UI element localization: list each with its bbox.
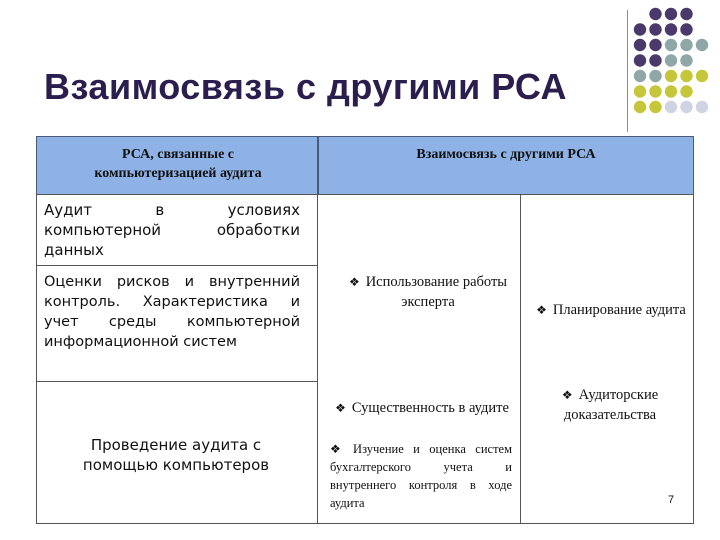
decorative-dot-grid [0, 0, 720, 130]
decorative-dot [680, 39, 692, 51]
right-bullet-1-text: Планирование аудита [552, 302, 686, 318]
middle-bullet-3 [330, 440, 512, 512]
bullet-diamond-icon: ❖ [335, 401, 346, 415]
decorative-dot [696, 70, 708, 82]
decorative-dot [680, 85, 692, 97]
decorative-dot [649, 39, 661, 51]
decorative-dot [634, 85, 646, 97]
decorative-dot [665, 85, 677, 97]
right-bullet-2-text: Аудиторские доказательства [563, 387, 659, 423]
decorative-dot [665, 54, 677, 66]
bullet-diamond-icon: ❖ [536, 303, 547, 317]
middle-bullet-1 [348, 272, 508, 312]
decorative-dot [649, 23, 661, 35]
decorative-dot [634, 70, 646, 82]
bullet-diamond-icon: ❖ [330, 442, 348, 456]
middle-bullet-3-text: Изучение и оценка систем бухгалтерского учета и внутреннего контроля в ходе аудита [330, 442, 512, 510]
decorative-dot [680, 8, 692, 20]
decorative-dot [680, 54, 692, 66]
decorative-dot [634, 39, 646, 51]
decorative-dot [680, 70, 692, 82]
decorative-dot [665, 8, 677, 20]
middle-bullet-2 [332, 398, 512, 418]
left-row-2-text: Оценки рисков и внутренний контроль. Характеристика и учет среды компьютерной информационной систем [44, 274, 300, 350]
middle-bullet-2-text: Существенность в аудите [351, 400, 509, 416]
decorative-dot [665, 70, 677, 82]
table-cell-right [520, 194, 694, 524]
decorative-dot [680, 23, 692, 35]
decorative-dot [665, 101, 677, 113]
decorative-dot [665, 23, 677, 35]
bullet-diamond-icon: ❖ [348, 275, 360, 289]
middle-bullet-1-text: Использование работы эксперта [365, 274, 508, 310]
decorative-dot [634, 101, 646, 113]
header-left-text: РСА, связанные с компьютеризацией аудита [94, 147, 262, 181]
right-bullet-1 [536, 300, 686, 320]
decorative-dot [696, 39, 708, 51]
decorative-dot [649, 8, 661, 20]
decorative-dot [696, 101, 708, 113]
decorative-dot [680, 101, 692, 113]
page-number: 7 [668, 494, 675, 506]
decorative-dot [649, 70, 661, 82]
decorative-dot [649, 85, 661, 97]
decorative-dot [649, 54, 661, 66]
decorative-dot [634, 54, 646, 66]
left-row-1-text: Аудит в условиях компьютерной обработки данных [44, 201, 300, 259]
decorative-dot [634, 23, 646, 35]
decorative-dot [649, 101, 661, 113]
bullet-diamond-icon: ❖ [561, 388, 573, 402]
decorative-dot [665, 39, 677, 51]
header-right-text: Взаимосвязь с другими РСА [416, 147, 596, 162]
right-bullet-2 [530, 385, 690, 425]
slide-title: Взаимосвязь с другими РСА [44, 66, 567, 107]
left-row-3-text: Проведение аудита с помощью компьютеров [82, 436, 270, 474]
title-divider-line [627, 10, 628, 132]
